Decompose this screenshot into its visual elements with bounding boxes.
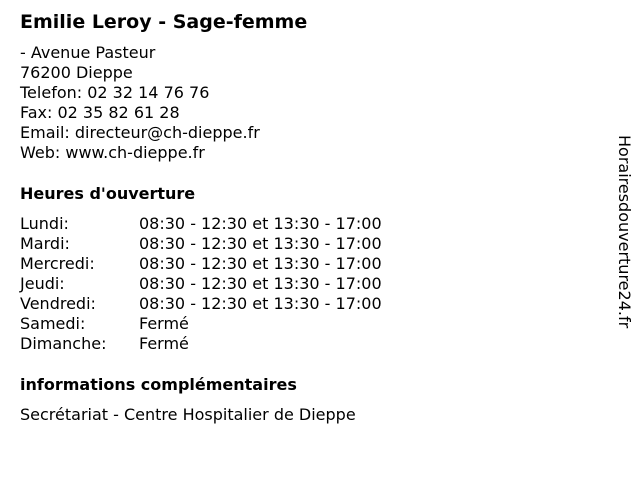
- time-range: 08:30 - 12:30 et 13:30 - 17:00: [139, 274, 382, 293]
- hours-row-monday: [20, 214, 600, 234]
- day-label: Samedi:: [20, 314, 86, 333]
- website: Web: www.ch-dieppe.fr: [20, 143, 205, 162]
- email-address: Email: directeur@ch-dieppe.fr: [20, 123, 260, 142]
- hours-row-sunday: [20, 334, 600, 354]
- time-range: Fermé: [139, 314, 189, 333]
- opening-hours: [20, 184, 600, 354]
- day-label: Dimanche:: [20, 334, 107, 353]
- hours-row-friday: [20, 294, 600, 314]
- time-range: 08:30 - 12:30 et 13:30 - 17:00: [139, 294, 382, 313]
- hours-row-wednesday: [20, 254, 600, 274]
- street-address: - Avenue Pasteur: [20, 43, 156, 62]
- contact-block: [20, 43, 600, 163]
- phone-number: Telefon: 02 32 14 76 76: [20, 83, 210, 102]
- additional-info-text: Secrétariat - Centre Hospitalier de Dieppe: [20, 405, 356, 424]
- fax-number: Fax: 02 35 82 61 28: [20, 103, 180, 122]
- city-address: 76200 Dieppe: [20, 63, 133, 82]
- day-label: Mercredi:: [20, 254, 95, 273]
- day-label: Lundi:: [20, 214, 69, 233]
- additional-info: [20, 375, 600, 425]
- time-range: 08:30 - 12:30 et 13:30 - 17:00: [139, 254, 382, 273]
- time-range: 08:30 - 12:30 et 13:30 - 17:00: [139, 234, 382, 253]
- business-card: [20, 9, 600, 425]
- additional-info-heading: informations complémentaires: [20, 375, 297, 394]
- site-watermark: Horairesdouverture24.fr: [615, 135, 634, 329]
- hours-row-thursday: [20, 274, 600, 294]
- day-label: Mardi:: [20, 234, 70, 253]
- hours-row-tuesday: [20, 234, 600, 254]
- business-title: Emilie Leroy - Sage-femme: [20, 11, 308, 33]
- hours-row-saturday: [20, 314, 600, 334]
- opening-hours-heading: Heures d'ouverture: [20, 184, 196, 203]
- day-label: Vendredi:: [20, 294, 96, 313]
- time-range: Fermé: [139, 334, 189, 353]
- time-range: 08:30 - 12:30 et 13:30 - 17:00: [139, 214, 382, 233]
- day-label: Jeudi:: [20, 274, 65, 293]
